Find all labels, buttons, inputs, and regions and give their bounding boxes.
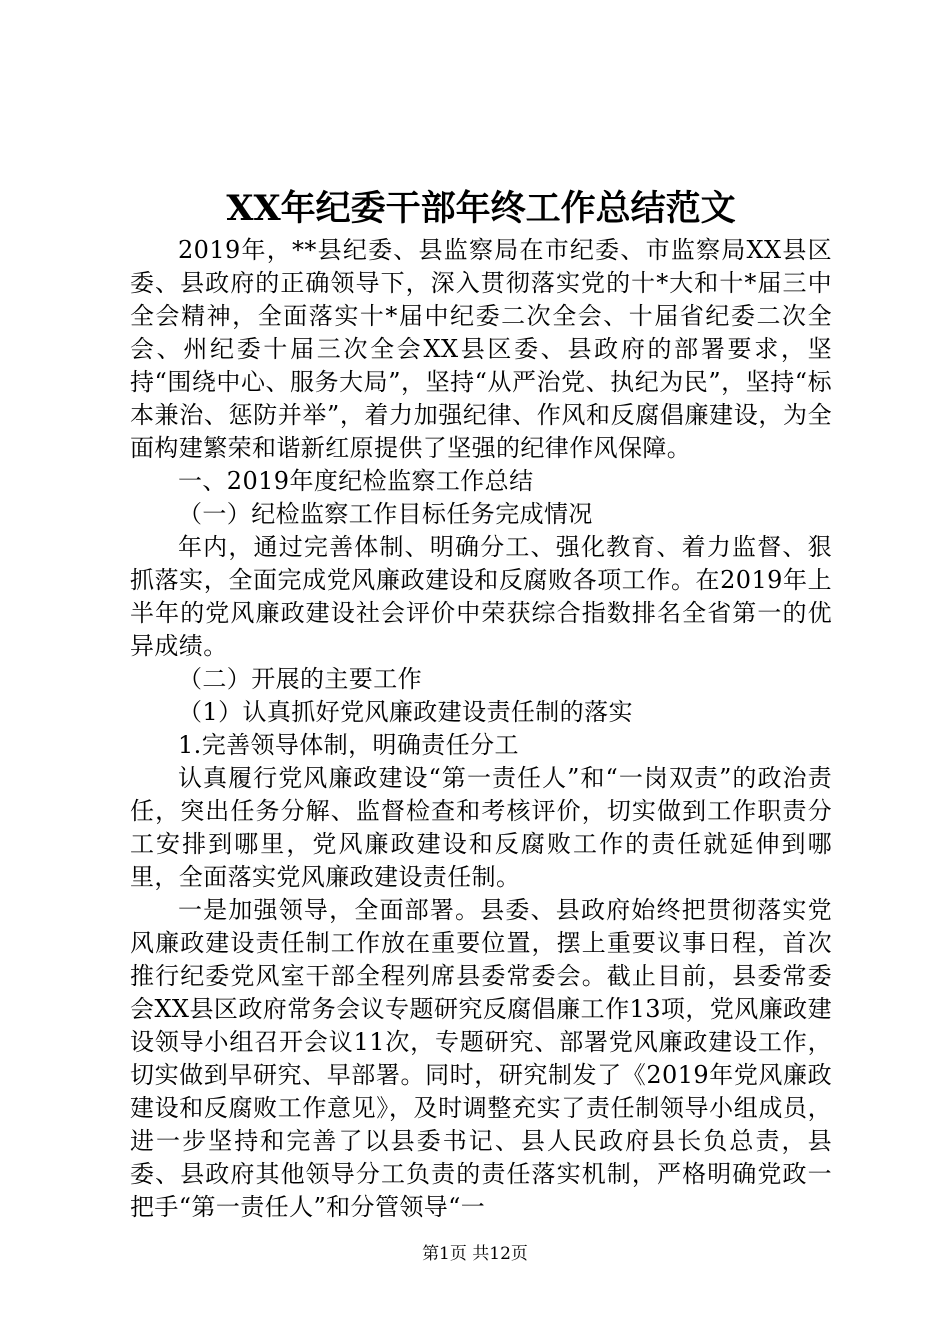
paragraph-intro: 2019年，**县纪委、县监察局在市纪委、市监察局XX县区委、县政府的正确领导下，深入贯彻落实党的十*大和十*届三中全会精神，全面落实十*届中纪委二次全会、十届省纪委二次全会、州纪委十届三次全会XX县区委、县政府的部署要求，坚持“围绕中心、服务大局”，坚持“从严治党、执纪为民”，坚持“标本兼治、惩防并举”，着力加强纪律、作风和反腐倡廉建设，为全面构建繁荣和谐新红原提供了坚强的纪律作风保障。 xyxy=(130,236,832,462)
document-body xyxy=(130,234,832,1224)
document-title: XX年纪委干部年终工作总结范文 xyxy=(226,188,736,229)
heading-subsection-2: （二）开展的主要工作 xyxy=(178,665,422,693)
page-footer: 第1页 共12页 xyxy=(422,1244,528,1264)
document-page xyxy=(130,186,832,1224)
heading-item-1: （1）认真抓好党风廉政建设责任制的落实 xyxy=(178,698,633,726)
heading-point-1: 1.完善领导体制，明确责任分工 xyxy=(178,731,519,759)
heading-subsection-1: （一）纪检监察工作目标任务完成情况 xyxy=(178,500,593,528)
paragraph-leadership: 一是加强领导，全面部署。县委、县政府始终把贯彻落实党风廉政建设责任制工作放在重要位置，摆上重要议事日程，首次推行纪委党风室干部全程列席县委常委会。截止目前，县委常委会XX县区政府常务会议专题研究反腐倡廉工作13项，党风廉政建设领导小组召开会议11次，专题研究、部署党风廉政建设工作，切实做到早研究、早部署。同时，研究制发了《2019年党风廉政建设和反腐败工作意见》，及时调整充实了责任制领导小组成员，进一步坚持和完善了以县委书记、县人民政府县长负总责，县委、县政府其他领导分工负责的责任落实机制，严格明确党政一把手“第一责任人”和分管领导“一 xyxy=(130,896,832,1221)
paragraph-targets: 年内，通过完善体制、明确分工、强化教育、着力监督、狠抓落实，全面完成党风廉政建设和反腐败各项工作。在2019年上半年的党风廉政建设社会评价中荣获综合指数排名全省第一的优异成绩。 xyxy=(130,533,832,660)
heading-section-1: 一、2019年度纪检监察工作总结 xyxy=(178,467,534,495)
paragraph-responsibility: 认真履行党风廉政建设“第一责任人”和“一岗双责”的政治责任，突出任务分解、监督检查和考核评价，切实做到工作职责分工安排到哪里，党风廉政建设和反腐败工作的责任就延伸到哪里，全面落实党风廉政建设责任制。 xyxy=(130,764,832,891)
